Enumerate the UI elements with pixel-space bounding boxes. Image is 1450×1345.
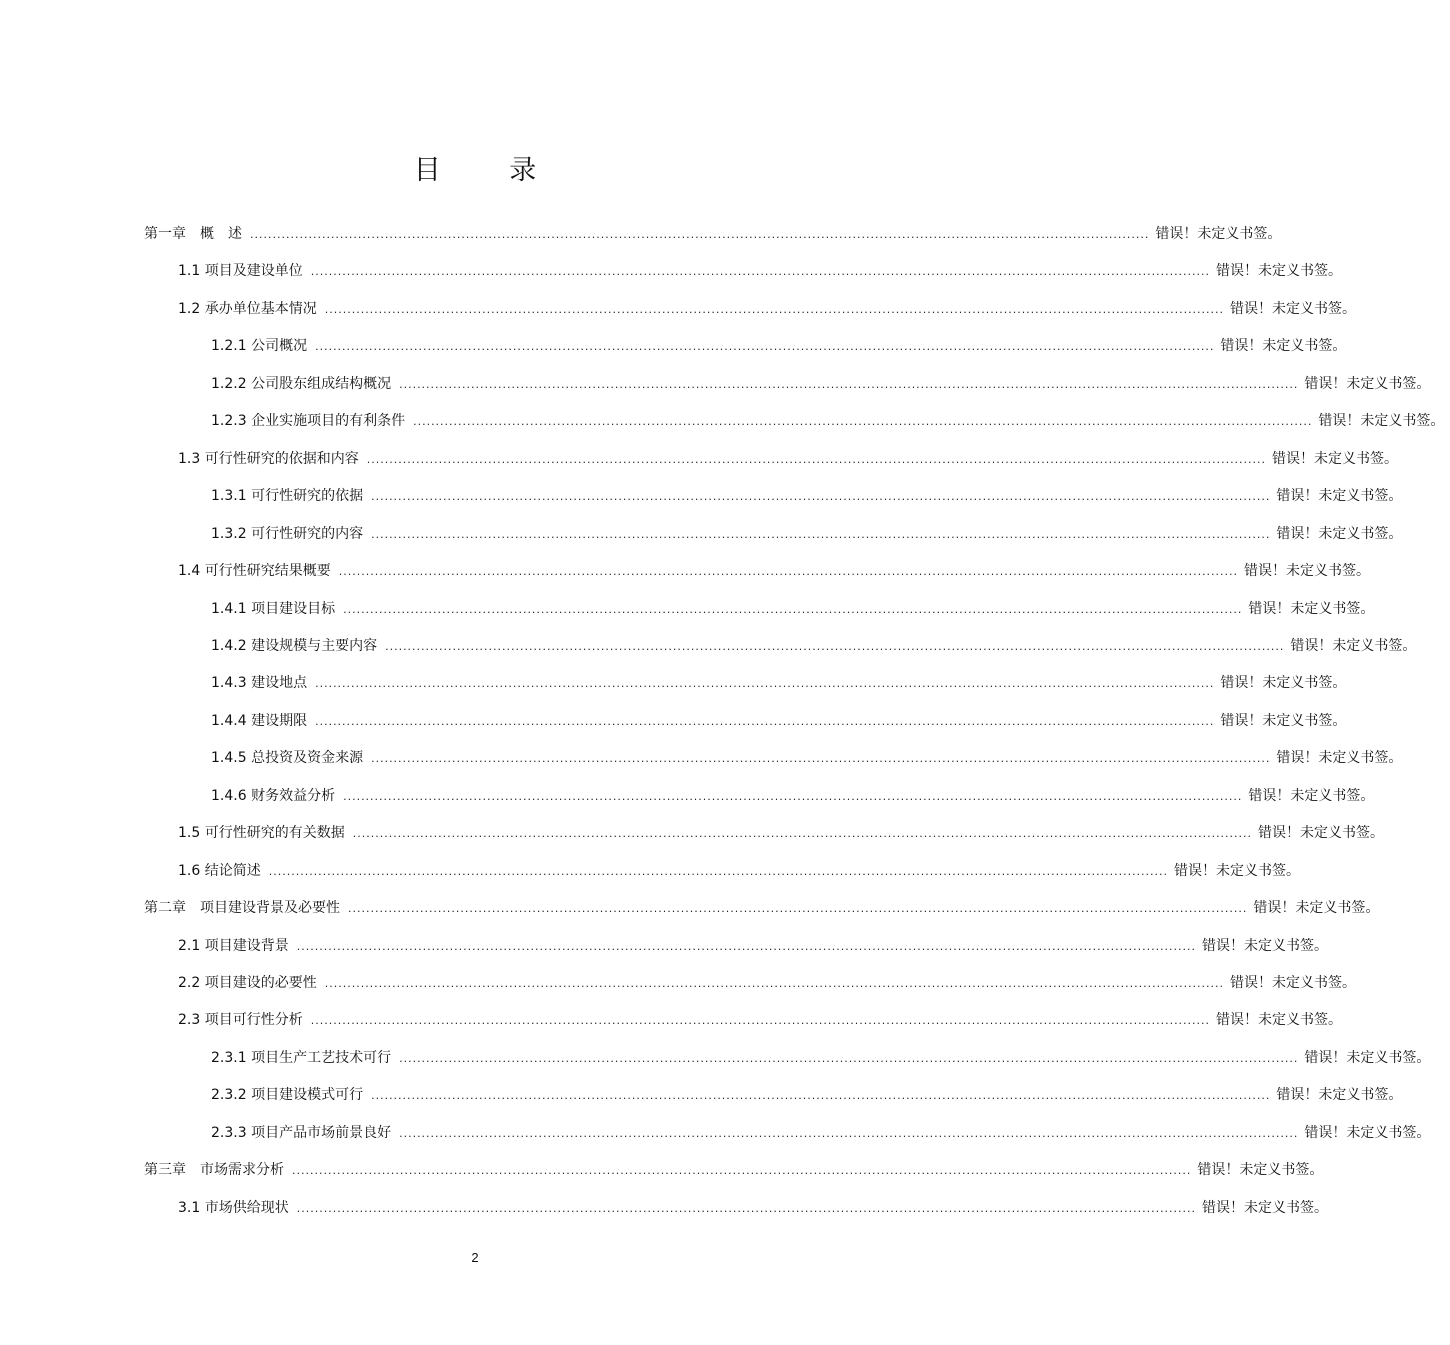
toc-entry-page-ref: 错误！未定义书签。 (1230, 975, 1357, 991)
toc-entry-label: 1.4.5 总投资及资金来源 (211, 750, 364, 766)
toc-entry[interactable] (211, 709, 1347, 733)
toc-leader-dots: ........................................................................................................................................................................................................ (296, 1202, 1197, 1215)
toc-entry-page-ref: 错误！未定义书签。 (1304, 1050, 1431, 1066)
toc-entry-page-ref: 错误！未定义书签。 (1220, 338, 1347, 354)
toc-entry-label: 2.2 项目建设的必要性 (178, 975, 317, 991)
toc-leader-dots: ........................................................................................................................................................................................................ (385, 640, 1285, 653)
toc-entry-label: 2.1 项目建设背景 (178, 938, 289, 954)
toc-entry-page-ref: 错误！未定义书签。 (1318, 413, 1445, 429)
toc-leader-dots: ........................................................................................................................................................................................................ (352, 827, 1253, 840)
toc-entry[interactable] (211, 522, 1403, 546)
toc-entry-page-ref: 错误！未定义书签。 (1202, 1200, 1329, 1216)
toc-entry[interactable] (178, 259, 1343, 283)
toc-entry-page-ref: 错误！未定义书签。 (1290, 638, 1417, 654)
toc-entry-label: 1.5 可行性研究的有关数据 (178, 825, 345, 841)
toc-entry-label: 1.4.1 项目建设目标 (211, 601, 336, 617)
toc-entry[interactable] (211, 484, 1403, 508)
toc-entry-page-ref: 错误！未定义书签。 (1244, 563, 1371, 579)
toc-entry-label: 1.4.6 财务效益分析 (211, 788, 336, 804)
toc-entry[interactable] (211, 671, 1347, 695)
toc-entry-label: 1.1 项目及建设单位 (178, 263, 303, 279)
toc-entry[interactable] (144, 222, 1282, 246)
toc-entry[interactable] (211, 1046, 1431, 1070)
toc-leader-dots: ........................................................................................................................................................................................................ (324, 303, 1225, 316)
toc-entry[interactable] (211, 409, 1445, 433)
toc-leader-dots: ........................................................................................................................................................................................................ (371, 490, 1271, 503)
toc-entry[interactable] (211, 1121, 1431, 1145)
toc-entry[interactable] (178, 559, 1371, 583)
toc-entry-page-ref: 错误！未定义书签。 (1276, 1087, 1403, 1103)
toc-entry[interactable] (178, 447, 1399, 471)
toc-leader-dots: ........................................................................................................................................................................................................ (296, 940, 1197, 953)
toc-entry-label: 第二章 项目建设背景及必要性 (144, 900, 340, 916)
toc-entry-label: 2.3 项目可行性分析 (178, 1012, 303, 1028)
toc-entry-label: 2.3.1 项目生产工艺技术可行 (211, 1050, 392, 1066)
toc-leader-dots: ........................................................................................................................................................................................................ (371, 528, 1271, 541)
toc-entry-label: 1.2 承办单位基本情况 (178, 301, 317, 317)
toc-entry-page-ref: 错误！未定义书签。 (1248, 601, 1375, 617)
toc-entry-page-ref: 错误！未定义书签。 (1272, 451, 1399, 467)
toc-leader-dots: ........................................................................................................................................................................................................ (399, 1127, 1299, 1140)
toc-entry-page-ref: 错误！未定义书签。 (1304, 1125, 1431, 1141)
toc-leader-dots: ........................................................................................................................................................................................................ (310, 265, 1211, 278)
toc-entry-page-ref: 错误！未定义书签。 (1276, 526, 1403, 542)
toc-entry-page-ref: 错误！未定义书签。 (1202, 938, 1329, 954)
toc-entry[interactable] (178, 1196, 1329, 1220)
toc-entry[interactable] (178, 934, 1329, 958)
toc-entry-page-ref: 错误！未定义书签。 (1216, 1012, 1343, 1028)
toc-leader-dots: ........................................................................................................................................................................................................ (250, 228, 1150, 241)
toc-entry-label: 1.2.2 公司股东组成结构概况 (211, 376, 392, 392)
toc-entry[interactable] (178, 297, 1357, 321)
toc-entry[interactable] (144, 896, 1380, 920)
toc-leader-dots: ........................................................................................................................................................................................................ (315, 715, 1215, 728)
toc-entry-label: 1.3.2 可行性研究的内容 (211, 526, 364, 542)
toc-leader-dots: ........................................................................................................................................................................................................ (366, 453, 1267, 466)
toc-leader-dots: ........................................................................................................................................................................................................ (371, 1089, 1271, 1102)
toc-entry-page-ref: 错误！未定义书签。 (1258, 825, 1385, 841)
toc-leader-dots: ........................................................................................................................................................................................................ (292, 1164, 1192, 1177)
toc-entry[interactable] (144, 1158, 1324, 1182)
toc-leader-dots: ........................................................................................................................................................................................................ (371, 752, 1271, 765)
toc-leader-dots: ........................................................................................................................................................................................................ (413, 415, 1313, 428)
toc-entry-label: 1.6 结论简述 (178, 863, 261, 879)
toc-leader-dots: ........................................................................................................................................................................................................ (315, 677, 1215, 690)
toc-entry-page-ref: 错误！未定义书签。 (1197, 1162, 1324, 1178)
toc-leader-dots: ........................................................................................................................................................................................................ (343, 603, 1243, 616)
toc-entry-page-ref: 错误！未定义书签。 (1248, 788, 1375, 804)
toc-leader-dots: ........................................................................................................................................................................................................ (310, 1014, 1211, 1027)
toc-entry-label: 1.4 可行性研究结果概要 (178, 563, 331, 579)
toc-entry-page-ref: 错误！未定义书签。 (1220, 675, 1347, 691)
page-title: 目 录 (413, 155, 567, 186)
toc-leader-dots: ........................................................................................................................................................................................................ (399, 378, 1299, 391)
toc-entry-page-ref: 错误！未定义书签。 (1276, 488, 1403, 504)
toc-entry-label: 1.3 可行性研究的依据和内容 (178, 451, 359, 467)
toc-entry[interactable] (178, 1008, 1343, 1032)
toc-leader-dots: ........................................................................................................................................................................................................ (268, 865, 1169, 878)
toc-entry-page-ref: 错误！未定义书签。 (1220, 713, 1347, 729)
toc-entry[interactable] (211, 634, 1417, 658)
toc-entry[interactable] (178, 859, 1301, 883)
toc-entry-page-ref: 错误！未定义书签。 (1304, 376, 1431, 392)
toc-entry-page-ref: 错误！未定义书签。 (1230, 301, 1357, 317)
toc-leader-dots: ........................................................................................................................................................................................................ (399, 1052, 1299, 1065)
toc-entry[interactable] (178, 971, 1357, 995)
toc-entry-label: 1.2.1 公司概况 (211, 338, 308, 354)
toc-entry-page-ref: 错误！未定义书签。 (1253, 900, 1380, 916)
page-number: 2 (471, 1250, 479, 1265)
toc-entry[interactable] (211, 597, 1375, 621)
toc-entry[interactable] (211, 334, 1347, 358)
toc-leader-dots: ........................................................................................................................................................................................................ (338, 565, 1239, 578)
toc-entry[interactable] (178, 821, 1385, 845)
toc-entry-label: 2.3.3 项目产品市场前景良好 (211, 1125, 392, 1141)
toc-entry-label: 1.4.2 建设规模与主要内容 (211, 638, 378, 654)
toc-entry-page-ref: 错误！未定义书签。 (1276, 750, 1403, 766)
toc-leader-dots: ........................................................................................................................................................................................................ (315, 340, 1215, 353)
toc-entry[interactable] (211, 372, 1431, 396)
toc-entry-label: 1.2.3 企业实施项目的有利条件 (211, 413, 406, 429)
toc-entry[interactable] (211, 1083, 1403, 1107)
toc-entry-page-ref: 错误！未定义书签。 (1174, 863, 1301, 879)
toc-entry-label: 3.1 市场供给现状 (178, 1200, 289, 1216)
toc-entry-label: 1.4.3 建设地点 (211, 675, 308, 691)
toc-entry-label: 第一章 概 述 (144, 226, 242, 242)
toc-leader-dots: ........................................................................................................................................................................................................ (343, 790, 1243, 803)
toc-entry-label: 第三章 市场需求分析 (144, 1162, 284, 1178)
toc-entry-page-ref: 错误！未定义书签。 (1216, 263, 1343, 279)
toc-entry[interactable] (211, 746, 1403, 770)
toc-entry[interactable] (211, 784, 1375, 808)
toc-entry-label: 2.3.2 项目建设模式可行 (211, 1087, 364, 1103)
toc-leader-dots: ........................................................................................................................................................................................................ (324, 977, 1225, 990)
toc-entry-page-ref: 错误！未定义书签。 (1155, 226, 1282, 242)
toc-entry-label: 1.3.1 可行性研究的依据 (211, 488, 364, 504)
toc-leader-dots: ........................................................................................................................................................................................................ (348, 902, 1248, 915)
toc-entry-label: 1.4.4 建设期限 (211, 713, 308, 729)
